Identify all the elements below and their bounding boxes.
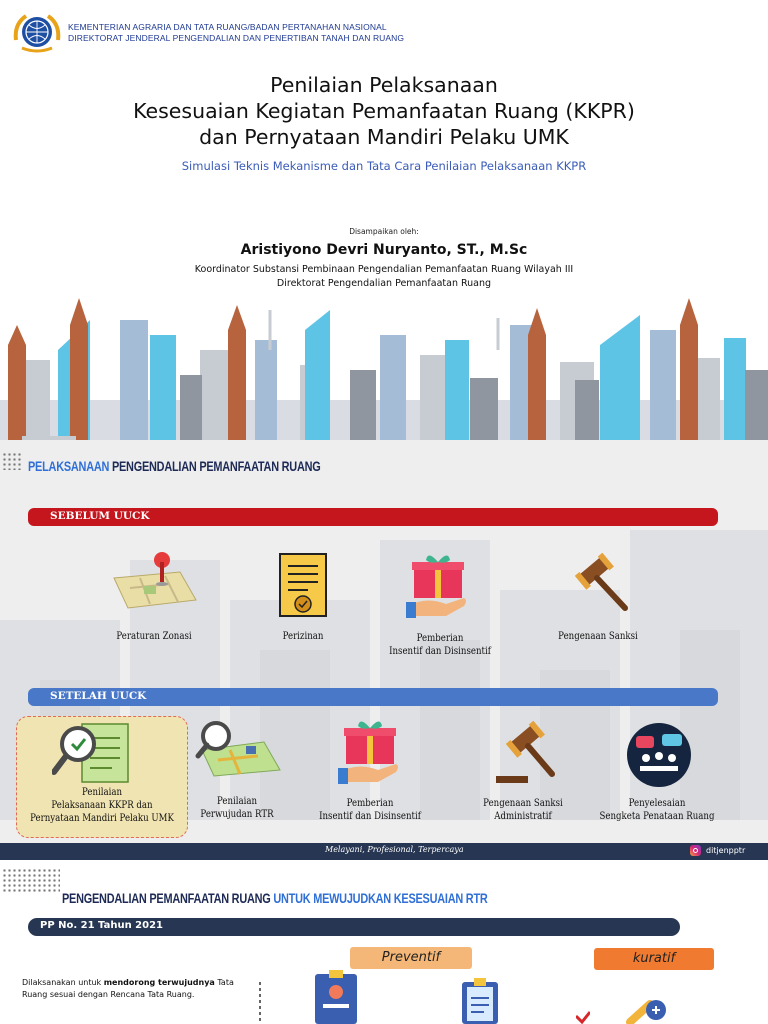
after-item-incentive-label [310,797,430,823]
rtr-control-slide [0,860,768,1024]
ministry-logo-icon [12,10,62,56]
title-slide [0,0,768,440]
before-uuck-label: SEBELUM UUCK [50,510,150,522]
label-line: Peraturan Zonasi [116,631,192,642]
after-item-rtr-label [190,795,285,821]
label-line: Penyelesaian [628,798,686,809]
preventive-tag: Preventif [350,947,472,969]
before-item-zoning-label [102,630,205,643]
slide-heading-highlight: PELAKSANAAN [28,458,110,474]
gavel-icon [565,550,631,616]
regulation-label: PP No. 21 Tahun 2021 [40,920,164,931]
desc-text-bold: mendorong terwujudnya [103,978,215,987]
before-item-incentive-label [380,632,500,658]
label-line: Pemberian [346,798,394,809]
ministry-line-2: DIREKTORAT JENDERAL PENGENDALIAN DAN PENERTIBAN TANAH DAN RUANG [68,33,405,43]
after-uuck-label: SETELAH UUCK [50,690,147,702]
tools-wrench-icon [626,998,672,1024]
city-skyline-illustration [0,290,768,440]
desc-text-post: Tata Ruang sesuai dengan Rencana Tata Ruang. [22,978,234,999]
ministry-line-1: KEMENTERIAN AGRARIA DAN TATA RUANG/BADAN PERTANAHAN NASIONAL [68,22,387,32]
ministry-header [12,10,404,56]
presentation-title [0,72,768,150]
before-item-sanction-label [546,630,649,643]
label-line: Pengenaan Sanksi [558,631,638,642]
preventive-description [22,977,252,1001]
after-item-kkpr-assessment-label [30,786,174,825]
slide-heading-rest: PENGENDALIAN PEMANFAATAN RUANG [111,458,321,474]
curative-tag: kuratif [594,948,714,970]
slide-heading [62,890,488,906]
incentive-gift-icon-2 [338,716,402,786]
footer-tagline: Melayani, Profesional, Terpercaya [325,845,464,854]
red-check-icon [576,1010,590,1024]
slide-heading-dark: PENGENDALIAN PEMANFAATAN RUANG [62,890,271,906]
label-line: Pernyataan Mandiri Pelaku UMK [30,813,174,824]
label-line: Penilaian [216,796,258,807]
presentation-subtitle: Simulasi Teknis Mekanisme dan Tata Cara Penilaian Pelaksanaan KKPR [181,159,587,173]
dispute-meeting-icon [626,722,692,788]
speaker-name: Aristiyono Devri Nuryanto, ST., M.Sc [240,242,528,258]
label-line: Pelaksanaan KKPR dan [51,800,153,811]
before-item-permit-label [251,630,354,643]
decorative-dots [2,868,60,892]
label-line: Penilaian [81,787,123,798]
label-line: Administratif [494,811,552,822]
incentive-gift-icon [406,550,470,620]
title-line-3: dan Pernyataan Mandiri Pelaku UMK [199,125,569,149]
id-card-icon [313,968,359,1024]
after-item-dispute-label [594,797,720,823]
instagram-handle-text: ditjenpptr [706,846,746,855]
label-line: Pengenaan Sanksi [483,798,563,809]
speaker-role [0,263,768,291]
label-line: Pemberian [416,633,464,644]
instagram-icon [690,845,701,856]
title-line-1: Penilaian Pelaksanaan [270,73,498,97]
label-line: Insentif dan Disinsentif [319,811,421,822]
permit-document-icon [278,552,328,618]
slide-heading [28,458,321,474]
label-line: Perwujudan RTR [200,809,274,820]
gavel-icon-2 [496,718,566,784]
dotted-divider [258,982,262,1024]
rtr-map-icon [194,716,284,782]
speaker-role-line-1: Koordinator Substansi Pembinaan Pengendalian Pemanfaatan Ruang Wilayah III [194,264,574,275]
implementation-slide [0,440,768,860]
title-line-2: Kesesuaian Kegiatan Pemanfaatan Ruang (KKPR) [133,99,635,123]
slide-heading-highlight: UNTUK MEWUJUDKAN KESESUAIAN RTR [273,890,488,906]
clipboard-icon [460,978,500,1024]
after-item-sanction-label [469,797,577,823]
label-line: Perizinan [282,631,324,642]
label-line: Insentif dan Disinsentif [389,646,491,657]
presented-by-label: Disampaikan oleh: [349,227,419,236]
speaker-role-line-2: Direktorat Pengendalian Pemanfaatan Ruang [276,278,492,289]
ministry-name [68,22,404,44]
assessment-checklist-icon [52,720,134,786]
instagram-handle[interactable] [690,845,745,856]
zoning-map-icon [110,548,200,614]
desc-text-pre: Dilaksanakan untuk [22,978,104,987]
label-line: Sengketa Penataan Ruang [599,811,715,822]
decorative-dots [2,452,22,470]
